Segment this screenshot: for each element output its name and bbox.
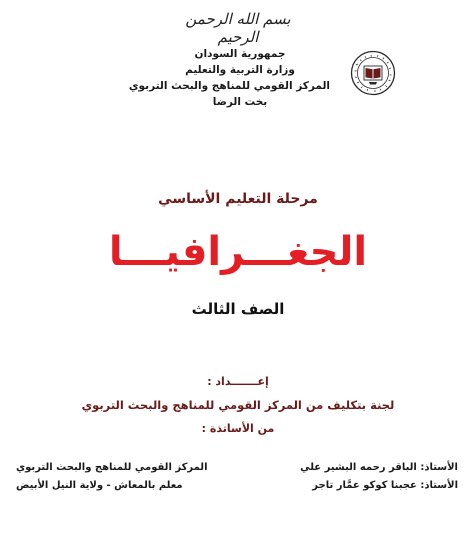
author-name: الأستاذ: الباقر رحمه البشير علي <box>300 462 458 473</box>
author-affiliation: المركز القومي للمناهج والبحث التربوي <box>16 462 208 473</box>
subject-title: الجغـــرافيـــا <box>108 229 368 275</box>
header-line-ministry: وزارة التربية والتعليم <box>185 64 295 76</box>
education-stage-title: مرحلة التعليم الأساسي <box>158 191 318 207</box>
authors-list <box>16 459 458 495</box>
institute-seal-logo <box>350 50 396 96</box>
author-affiliation: معلم بالمعاش - ولاية النيل الأبيض <box>16 480 183 491</box>
teachers-label: من الأساتذة : <box>201 422 275 435</box>
basmala-calligraphy: بسم الله الرحمن الرحيم <box>185 10 291 46</box>
prepared-by-label: إعـــــــداد : <box>207 375 269 388</box>
author-name: الأستاذ: عجبنا كوكو عمَّار تاجر <box>312 480 458 491</box>
author-row <box>16 477 458 495</box>
header-line-center: المركز القومي للمناهج والبحث التربوي <box>128 80 330 92</box>
author-row <box>16 459 458 477</box>
header-line-place: بخت الرضا <box>212 96 268 108</box>
grade-title: الصف الثالث <box>191 300 285 318</box>
header-line-country: جمهورية السودان <box>194 48 286 60</box>
committee-line: لجنة بتكليف من المركز القومي للمناهج والبحث التربوي <box>81 398 395 412</box>
ministry-header <box>128 46 330 110</box>
